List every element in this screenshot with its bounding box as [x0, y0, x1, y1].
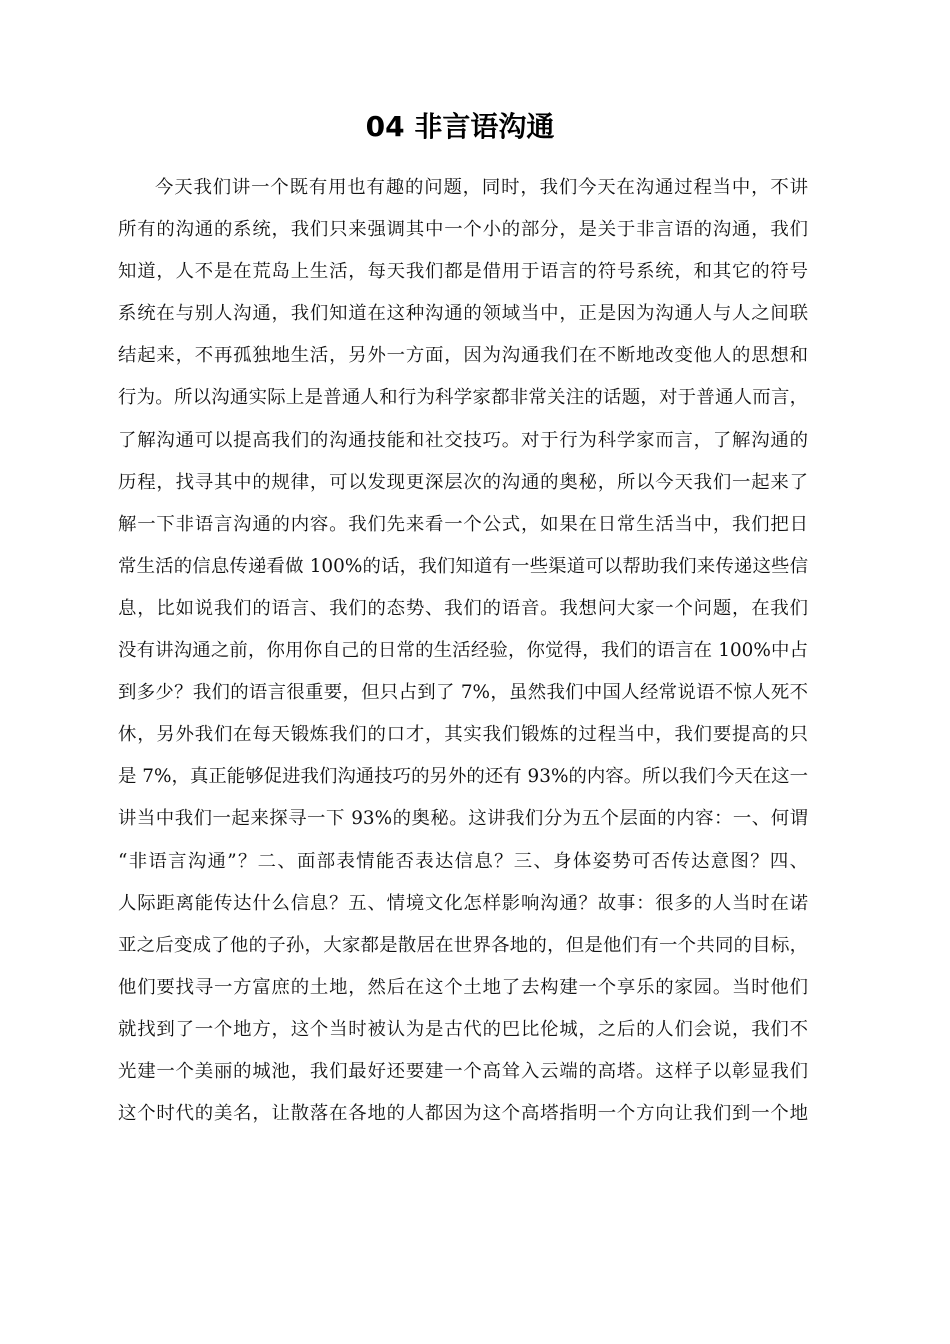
- document-title: 04 非言语沟通: [365, 110, 555, 143]
- text-line: 人际距离能传达什么信息？五、情境文化怎样影响沟通？故事：很多的人当时在诺: [118, 892, 808, 914]
- text-line: 知道，人不是在荒岛上生活，每天我们都是借用于语言的符号系统，和其它的符号: [118, 261, 808, 283]
- text-line: 历程，找寻其中的规律，可以发现更深层次的沟通的奥秘，所以今天我们一起来了: [118, 471, 808, 493]
- text-line: 是 7%，真正能够促进我们沟通技巧的另外的还有 93%的内容。所以我们今天在这一: [118, 766, 808, 788]
- text-line: 解一下非语言沟通的内容。我们先来看一个公式，如果在日常生活当中，我们把日: [118, 513, 808, 535]
- text-line: 到多少？我们的语言很重要，但只占到了 7%，虽然我们中国人经常说语不惊人死不: [118, 682, 808, 704]
- text-line: 休，另外我们在每天锻炼我们的口才，其实我们锻炼的过程当中，我们要提高的只: [118, 724, 808, 746]
- text-line: 亚之后变成了他的子孙，大家都是散居在世界各地的，但是他们有一个共同的目标，: [118, 934, 808, 956]
- text-line: 行为。所以沟通实际上是普通人和行为科学家都非常关注的话题，对于普通人而言，: [118, 387, 808, 409]
- text-line: 所有的沟通的系统，我们只来强调其中一个小的部分，是关于非言语的沟通，我们: [118, 219, 808, 241]
- text-line: 了解沟通可以提高我们的沟通技能和社交技巧。对于行为科学家而言，了解沟通的: [118, 429, 808, 451]
- text-line: 这个时代的美名，让散落在各地的人都因为这个高塔指明一个方向让我们到一个地: [118, 1103, 808, 1125]
- text-line: 常生活的信息传递看做 100%的话，我们知道有一些渠道可以帮助我们来传递这些信: [118, 555, 808, 577]
- text-line: 他们要找寻一方富庶的土地，然后在这个土地了去构建一个享乐的家园。当时他们: [118, 976, 808, 998]
- text-line: 就找到了一个地方，这个当时被认为是古代的巴比伦城，之后的人们会说，我们不: [118, 1018, 808, 1040]
- body-paragraph: [118, 167, 808, 1135]
- text-line: 光建一个美丽的城池，我们最好还要建一个高耸入云端的高塔。这样子以彰显我们: [118, 1060, 808, 1082]
- text-line: 没有讲沟通之前，你用你自己的日常的生活经验，你觉得，我们的语言在 100%中占: [118, 640, 808, 662]
- text-line: 系统在与别人沟通，我们知道在这种沟通的领域当中，正是因为沟通人与人之间联: [118, 303, 808, 325]
- text-line: 今天我们讲一个既有用也有趣的问题，同时，我们今天在沟通过程当中，不讲: [155, 177, 808, 198]
- text-line: 讲当中我们一起来探寻一下 93%的奥秘。这讲我们分为五个层面的内容：一、何谓: [118, 808, 808, 830]
- text-line: 息，比如说我们的语言、我们的态势、我们的语音。我想问大家一个问题，在我们: [118, 597, 808, 619]
- text-line: 结起来，不再孤独地生活，另外一方面，因为沟通我们在不断地改变他人的思想和: [118, 345, 808, 367]
- text-line: “非语言沟通”？二、面部表情能否表达信息？三、身体姿势可否传达意图？四、: [118, 850, 808, 872]
